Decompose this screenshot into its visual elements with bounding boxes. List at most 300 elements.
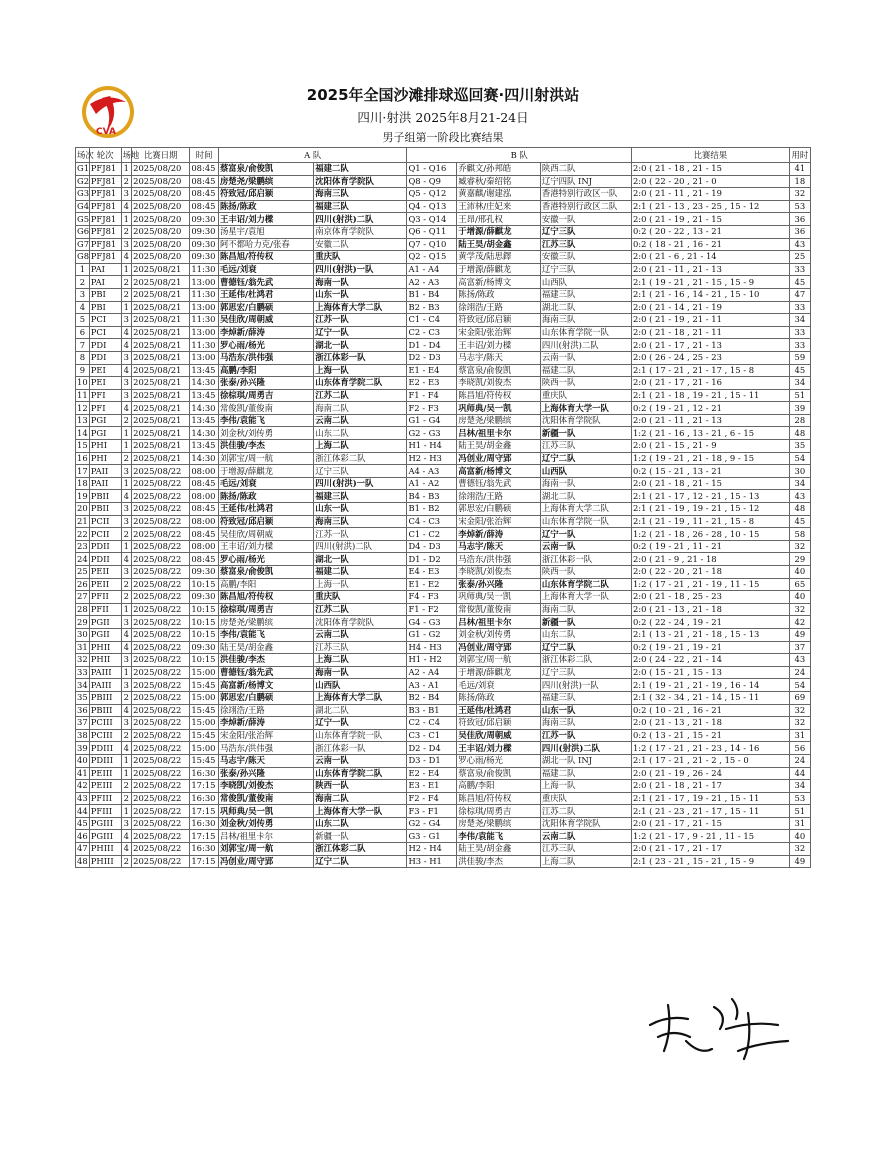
row-matchup: E2 - E4 [407, 767, 457, 780]
row-matchup: Q8 - Q9 [407, 175, 457, 188]
row-time: 09:30 [190, 213, 219, 226]
row-team-b-name: 陕西一队 [540, 377, 631, 390]
row-round: PHII [89, 641, 121, 654]
row-court: 4 [121, 553, 132, 566]
row-team-a-name: 新疆一队 [314, 830, 407, 843]
row-no: 22 [77, 528, 88, 539]
row-no: 26 [77, 578, 88, 589]
row-round: PEII [89, 578, 121, 591]
row-result: 2:1 ( 21 - 19 , 19 - 21 , 15 - 12 [631, 503, 789, 516]
row-duration: 54 [789, 679, 810, 692]
row-round: PFIII [89, 805, 121, 818]
row-no: 40 [77, 755, 88, 766]
row-team-b-name: 山东体育学院二队 [540, 578, 631, 591]
row-no: 24 [77, 553, 88, 564]
row-result: 2:0 ( 21 - 17 , 21 - 16 [631, 377, 789, 390]
row-court: 3 [121, 503, 132, 516]
row-no: G8 [77, 251, 90, 262]
row-team-b-name: 香港特别行政区一队 [540, 188, 631, 201]
table-row [76, 414, 811, 427]
row-duration: 33 [789, 263, 810, 276]
table-row [76, 452, 811, 465]
row-team-b-name: 云南一队 [540, 540, 631, 553]
row-result: 0:2 ( 19 - 21 , 11 - 21 [631, 540, 789, 553]
row-team-b-name: 辽宁三队 [540, 666, 631, 679]
row-duration: 49 [789, 628, 810, 641]
row-team-a-name: 安徽二队 [314, 238, 407, 251]
row-matchup: C2 - C4 [407, 717, 457, 730]
table-row [76, 666, 811, 679]
row-date: 2025/08/22 [132, 666, 190, 679]
row-duration: 36 [789, 213, 810, 226]
row-result: 2:0 ( 21 - 19 , 21 - 15 [631, 213, 789, 226]
row-date: 2025/08/21 [132, 377, 190, 390]
row-duration: 58 [789, 528, 810, 541]
row-team-a-players: 李伟/袁能飞 [218, 414, 313, 427]
row-court: 3 [121, 238, 132, 251]
table-row [76, 729, 811, 742]
row-no: 31 [77, 641, 88, 652]
row-team-a-name: 海南三队 [314, 515, 407, 528]
row-date: 2025/08/22 [132, 805, 190, 818]
row-time: 15:45 [190, 679, 219, 692]
row-team-b-players: 黄嘉麒/谢建泓 [457, 188, 541, 201]
row-team-a-name: 浙江体彩二队 [314, 452, 407, 465]
row-round: PFJ81 [89, 163, 121, 176]
row-duration: 53 [789, 792, 810, 805]
row-round: PDIII [89, 742, 121, 755]
row-round: PCI [89, 326, 121, 339]
row-team-a-name: 云南二队 [314, 628, 407, 641]
row-no: 3 [76, 288, 90, 301]
table-row [76, 377, 811, 390]
row-team-a-name: 海南二队 [314, 402, 407, 415]
row-result: 2:0 ( 21 - 13 , 21 - 18 [631, 717, 789, 730]
row-no: 16 [77, 452, 88, 463]
row-result: 2:0 ( 21 - 18 , 21 - 15 [631, 477, 789, 490]
table-row [76, 843, 811, 856]
row-duration: 37 [789, 641, 810, 654]
row-team-b-name: 香港特别行政区二队 [540, 200, 631, 213]
table-row [76, 578, 811, 591]
row-no: G3 [77, 188, 90, 199]
row-matchup: G1 - G2 [407, 628, 457, 641]
col-date: 比赛日期 [132, 148, 190, 163]
row-no: 32 [77, 654, 88, 665]
row-no: 17 [77, 465, 88, 476]
row-team-b-players: 符致冠/邱启颖 [457, 314, 541, 327]
row-round: PBIII [89, 704, 121, 717]
row-team-a-name: 海南二队 [314, 792, 407, 805]
row-date: 2025/08/22 [132, 679, 190, 692]
table-row [76, 263, 811, 276]
row-court: 1 [121, 163, 132, 176]
row-time: 15:00 [190, 717, 219, 730]
table-row [76, 288, 811, 301]
table-row [76, 301, 811, 314]
row-team-b-players: 蔡富泉/俞俊凯 [457, 364, 541, 377]
row-result: 2:1 ( 21 - 13 , 23 - 25 , 15 - 12 [631, 200, 789, 213]
row-matchup: E4 - E3 [407, 566, 457, 579]
row-matchup: Q2 - Q15 [407, 251, 457, 264]
row-team-a-players: 符致冠/邱启颖 [218, 515, 313, 528]
row-team-a-players: 洪佳骏/李杰 [218, 654, 313, 667]
row-round: PCIII [89, 717, 121, 730]
row-team-b-name: 上海体育大学二队 [540, 503, 631, 516]
row-no: 19 [77, 490, 88, 501]
row-team-a-players: 马浩东/洪伟强 [218, 351, 313, 364]
row-date: 2025/08/22 [132, 515, 190, 528]
row-no: 30 [77, 629, 88, 640]
row-team-a-name: 重庆队 [314, 591, 407, 604]
row-court: 1 [121, 540, 132, 553]
row-round: PFJ81 [89, 238, 121, 251]
row-matchup: G2 - G4 [407, 817, 457, 830]
row-no: 44 [77, 805, 88, 816]
row-no: 8 [76, 351, 90, 364]
row-duration: 56 [789, 742, 810, 755]
table-row [76, 704, 811, 717]
row-team-a-players: 马浩东/洪伟强 [218, 742, 313, 755]
row-team-a-name: 辽宁一队 [314, 326, 407, 339]
row-team-b-players: 马志宇/陈天 [457, 351, 541, 364]
row-round: PFI [89, 389, 121, 402]
row-team-a-name: 上海一队 [314, 364, 407, 377]
row-court: 2 [121, 276, 132, 289]
row-duration: 49 [789, 855, 810, 868]
row-team-b-name: 江苏三队 [540, 238, 631, 251]
row-duration: 32 [789, 188, 810, 201]
row-team-b-players: 吕林/祖里卡尔 [457, 427, 541, 440]
row-result: 2:1 ( 21 - 19 , 11 - 21 , 15 - 8 [631, 515, 789, 528]
table-row [76, 540, 811, 553]
row-duration: 33 [789, 301, 810, 314]
row-date: 2025/08/22 [132, 603, 190, 616]
row-time: 08:00 [190, 490, 219, 503]
row-court: 3 [121, 566, 132, 579]
row-team-b-name: 四川(射洪)二队 [540, 339, 631, 352]
table-row [76, 276, 811, 289]
row-no: G5 [77, 213, 90, 224]
row-team-a-name: 浙江体彩二队 [314, 843, 407, 856]
row-team-b-name: 山西队 [540, 276, 631, 289]
row-team-a-players: 于增源/薛麒龙 [218, 465, 313, 478]
row-team-b-players: 符致冠/邱启颖 [457, 717, 541, 730]
row-round: PCII [89, 528, 121, 541]
row-matchup: H2 - H3 [407, 452, 457, 465]
row-time: 08:45 [190, 528, 219, 541]
col-duration: 用时 [789, 148, 810, 163]
row-matchup: G2 - G3 [407, 427, 457, 440]
row-date: 2025/08/22 [132, 843, 190, 856]
row-duration: 34 [789, 314, 810, 327]
row-time: 13:00 [190, 301, 219, 314]
row-team-b-players: 于增源/薛麒龙 [457, 263, 541, 276]
row-time: 13:45 [190, 414, 219, 427]
row-matchup: D1 - D2 [407, 553, 457, 566]
row-team-b-players: 李焯新/薛涛 [457, 528, 541, 541]
results-table [75, 147, 811, 868]
row-duration: 34 [789, 780, 810, 793]
row-no: 37 [77, 717, 88, 728]
row-duration: 24 [789, 666, 810, 679]
row-time: 09:30 [190, 251, 219, 264]
row-team-b-name: 福建二队 [540, 364, 631, 377]
row-duration: 32 [789, 843, 810, 856]
row-team-b-players: 陈昌旭/符传权 [457, 792, 541, 805]
table-row [76, 238, 811, 251]
row-date: 2025/08/21 [132, 288, 190, 301]
row-result: 0:2 ( 10 - 21 , 16 - 21 [631, 704, 789, 717]
row-team-a-name: 山东一队 [314, 503, 407, 516]
row-duration: 41 [789, 163, 810, 176]
row-team-b-name: 辽宁四队 INJ [540, 175, 631, 188]
row-result: 0:2 ( 13 - 21 , 15 - 21 [631, 729, 789, 742]
row-team-b-players: 于增源/薛麒龙 [457, 225, 541, 238]
row-court: 4 [121, 490, 132, 503]
row-duration: 43 [789, 238, 810, 251]
row-team-b-name: 上海体育大学一队 [540, 591, 631, 604]
row-no: 38 [77, 730, 88, 741]
row-team-a-name: 湖北二队 [314, 704, 407, 717]
row-court: 2 [121, 780, 132, 793]
row-team-a-name: 山东一队 [314, 288, 407, 301]
row-team-b-name: 山东二队 [540, 628, 631, 641]
row-round: PGIII [89, 817, 121, 830]
row-matchup: Q7 - Q10 [407, 238, 457, 251]
row-team-a-name: 江苏二队 [314, 603, 407, 616]
row-team-a-name: 海南三队 [314, 188, 407, 201]
row-result: 2:1 ( 21 - 16 , 14 - 21 , 15 - 10 [631, 288, 789, 301]
row-result: 2:0 ( 21 - 17 , 21 - 15 [631, 817, 789, 830]
row-team-a-players: 马志宇/陈天 [218, 754, 313, 767]
row-matchup: H3 - H1 [407, 855, 457, 868]
row-team-a-players: 徐棕琪/周勇吉 [218, 603, 313, 616]
row-team-b-name: 安徽一队 [540, 213, 631, 226]
row-date: 2025/08/21 [132, 326, 190, 339]
row-team-b-name: 上海一队 [540, 780, 631, 793]
row-result: 2:1 ( 21 - 18 , 19 - 21 , 15 - 11 [631, 389, 789, 402]
row-team-a-name: 沈阳体育学院队 [314, 616, 407, 629]
row-date: 2025/08/22 [132, 792, 190, 805]
row-team-b-players: 陆王昊/胡金鑫 [457, 440, 541, 453]
row-court: 3 [121, 616, 132, 629]
row-date: 2025/08/20 [132, 238, 190, 251]
row-matchup: B2 - B4 [407, 691, 457, 704]
row-court: 3 [121, 314, 132, 327]
table-row [76, 792, 811, 805]
row-team-b-name: 新疆一队 [540, 616, 631, 629]
row-team-b-name: 辽宁二队 [540, 641, 631, 654]
row-round: PDII [89, 540, 121, 553]
row-result: 2:0 ( 15 - 21 , 15 - 13 [631, 666, 789, 679]
row-court: 4 [121, 200, 132, 213]
row-team-b-players: 陈扬/陈政 [457, 288, 541, 301]
row-matchup: D2 - D4 [407, 742, 457, 755]
row-duration: 34 [789, 477, 810, 490]
row-team-b-name: 湖北一队 INJ [540, 754, 631, 767]
row-team-a-name: 沈阳体育学院队 [314, 175, 407, 188]
row-duration: 65 [789, 578, 810, 591]
row-result: 1:2 ( 17 - 21 , 21 - 23 , 14 - 16 [631, 742, 789, 755]
row-team-a-players: 阿不都哈力克/张春 [218, 238, 313, 251]
row-team-a-players: 符致冠/邱启颖 [218, 188, 313, 201]
row-time: 17:15 [190, 855, 219, 868]
row-team-b-players: 陈昌旭/符传权 [457, 389, 541, 402]
row-matchup: F1 - F2 [407, 603, 457, 616]
row-matchup: D2 - D3 [407, 351, 457, 364]
row-team-b-name: 山东体育学院一队 [540, 515, 631, 528]
col-team-b: B 队 [407, 148, 632, 163]
row-team-a-name: 福建三队 [314, 200, 407, 213]
row-round: PFJ81 [89, 225, 121, 238]
row-court: 3 [121, 654, 132, 667]
row-time: 10:15 [190, 616, 219, 629]
table-row [76, 717, 811, 730]
row-no: 6 [76, 326, 90, 339]
row-time: 08:45 [190, 503, 219, 516]
row-duration: 51 [789, 805, 810, 818]
table-row [76, 654, 811, 667]
row-matchup: A1 - A2 [407, 477, 457, 490]
row-court: 1 [121, 666, 132, 679]
row-matchup: B1 - B4 [407, 288, 457, 301]
row-no: 1 [76, 263, 90, 276]
row-court: 3 [121, 515, 132, 528]
row-team-b-players: 陈扬/陈政 [457, 691, 541, 704]
row-time: 10:15 [190, 578, 219, 591]
row-team-a-name: 江苏三队 [314, 641, 407, 654]
row-date: 2025/08/22 [132, 566, 190, 579]
row-result: 1:2 ( 19 - 21 , 21 - 18 , 9 - 15 [631, 452, 789, 465]
row-team-b-players: 李伟/袁能飞 [457, 830, 541, 843]
row-result: 2:0 ( 21 - 11 , 21 - 19 [631, 188, 789, 201]
col-result: 比赛结果 [631, 148, 789, 163]
row-result: 2:0 ( 21 - 18 , 21 - 15 [631, 163, 789, 176]
stage-title: 男子组第一阶段比赛结果 [382, 131, 504, 144]
row-time: 13:00 [190, 276, 219, 289]
row-team-a-players: 高鹏/李阳 [218, 578, 313, 591]
row-time: 15:45 [190, 754, 219, 767]
row-team-b-name: 辽宁一队 [540, 528, 631, 541]
table-row [76, 251, 811, 264]
table-row [76, 314, 811, 327]
row-team-a-name: 辽宁二队 [314, 855, 407, 868]
row-team-b-name: 浙江体彩一队 [540, 553, 631, 566]
row-date: 2025/08/21 [132, 314, 190, 327]
table-row [76, 490, 811, 503]
row-court: 3 [121, 389, 132, 402]
row-round: PDI [89, 351, 121, 364]
row-time: 09:30 [190, 591, 219, 604]
row-team-a-name: 云南一队 [314, 754, 407, 767]
row-team-a-players: 房楚尧/梁鹏缤 [218, 175, 313, 188]
row-team-b-name: 山西队 [540, 465, 631, 478]
row-round: PDII [89, 553, 121, 566]
row-no: 2 [76, 276, 90, 289]
row-duration: 35 [789, 440, 810, 453]
row-court: 3 [121, 817, 132, 830]
row-matchup: F1 - F4 [407, 389, 457, 402]
row-team-b-players: 蔡富泉/俞俊凯 [457, 767, 541, 780]
table-row [76, 200, 811, 213]
row-duration: 47 [789, 288, 810, 301]
row-team-a-name: 山东二队 [314, 817, 407, 830]
row-no: 14 [77, 427, 88, 438]
row-date: 2025/08/21 [132, 440, 190, 453]
row-team-b-players: 曹德钰/翁先武 [457, 477, 541, 490]
row-team-a-players: 巩师典/吴一凯 [218, 805, 313, 818]
row-date: 2025/08/21 [132, 263, 190, 276]
row-time: 09:30 [190, 566, 219, 579]
row-round: PFJ81 [89, 251, 121, 264]
row-duration: 44 [789, 767, 810, 780]
row-team-b-players: 陆王昊/胡金鑫 [457, 238, 541, 251]
row-team-b-players: 王丰诏/刘力樑 [457, 742, 541, 755]
row-court: 1 [121, 767, 132, 780]
row-court: 4 [121, 641, 132, 654]
row-time: 14:30 [190, 452, 219, 465]
row-duration: 24 [789, 754, 810, 767]
row-team-b-name: 辽宁三队 [540, 263, 631, 276]
row-team-a-name: 山东体育学院一队 [314, 729, 407, 742]
row-team-a-name: 四川(射洪)一队 [314, 263, 407, 276]
row-round: PFJ81 [89, 200, 121, 213]
table-row [76, 628, 811, 641]
row-team-a-name: 海南一队 [314, 666, 407, 679]
row-matchup: C1 - C2 [407, 528, 457, 541]
row-team-a-players: 常俊凯/董俊南 [218, 792, 313, 805]
table-row [76, 566, 811, 579]
row-team-b-name: 新疆一队 [540, 427, 631, 440]
row-team-a-players: 陈昌旭/符传权 [218, 591, 313, 604]
table-row [76, 528, 811, 541]
row-team-a-players: 刘金秋/刘传勇 [218, 427, 313, 440]
row-team-a-players: 曹德钰/翁先武 [218, 666, 313, 679]
row-court: 1 [121, 263, 132, 276]
row-team-a-name: 山东二队 [314, 427, 407, 440]
row-team-a-players: 罗心雨/杨光 [218, 553, 313, 566]
row-duration: 40 [789, 566, 810, 579]
row-team-a-players: 毛远/刘衰 [218, 263, 313, 276]
row-duration: 48 [789, 503, 810, 516]
row-date: 2025/08/22 [132, 830, 190, 843]
row-result: 2:0 ( 22 - 20 , 21 - 0 [631, 175, 789, 188]
row-team-b-players: 黄学茂/陆思鐸 [457, 251, 541, 264]
row-no: 12 [77, 402, 88, 413]
row-duration: 33 [789, 326, 810, 339]
row-team-b-name: 海南一队 [540, 477, 631, 490]
row-date: 2025/08/22 [132, 553, 190, 566]
row-time: 08:45 [190, 200, 219, 213]
row-matchup: H1 - H2 [407, 654, 457, 667]
row-matchup: E2 - E3 [407, 377, 457, 390]
row-team-a-name: 湖北一队 [314, 553, 407, 566]
row-no: 45 [77, 818, 88, 829]
table-row [76, 603, 811, 616]
row-time: 08:45 [190, 477, 219, 490]
row-team-a-name: 辽宁一队 [314, 717, 407, 730]
row-team-b-players: 吕林/祖里卡尔 [457, 616, 541, 629]
row-duration: 40 [789, 830, 810, 843]
row-result: 2:1 ( 21 - 23 , 21 - 17 , 15 - 11 [631, 805, 789, 818]
row-round: PFII [89, 603, 121, 616]
row-matchup: Q3 - Q14 [407, 213, 457, 226]
row-no: 11 [77, 389, 88, 400]
row-round: PGI [89, 414, 121, 427]
row-team-a-name: 云南二队 [314, 414, 407, 427]
row-team-b-name: 辽宁三队 [540, 225, 631, 238]
